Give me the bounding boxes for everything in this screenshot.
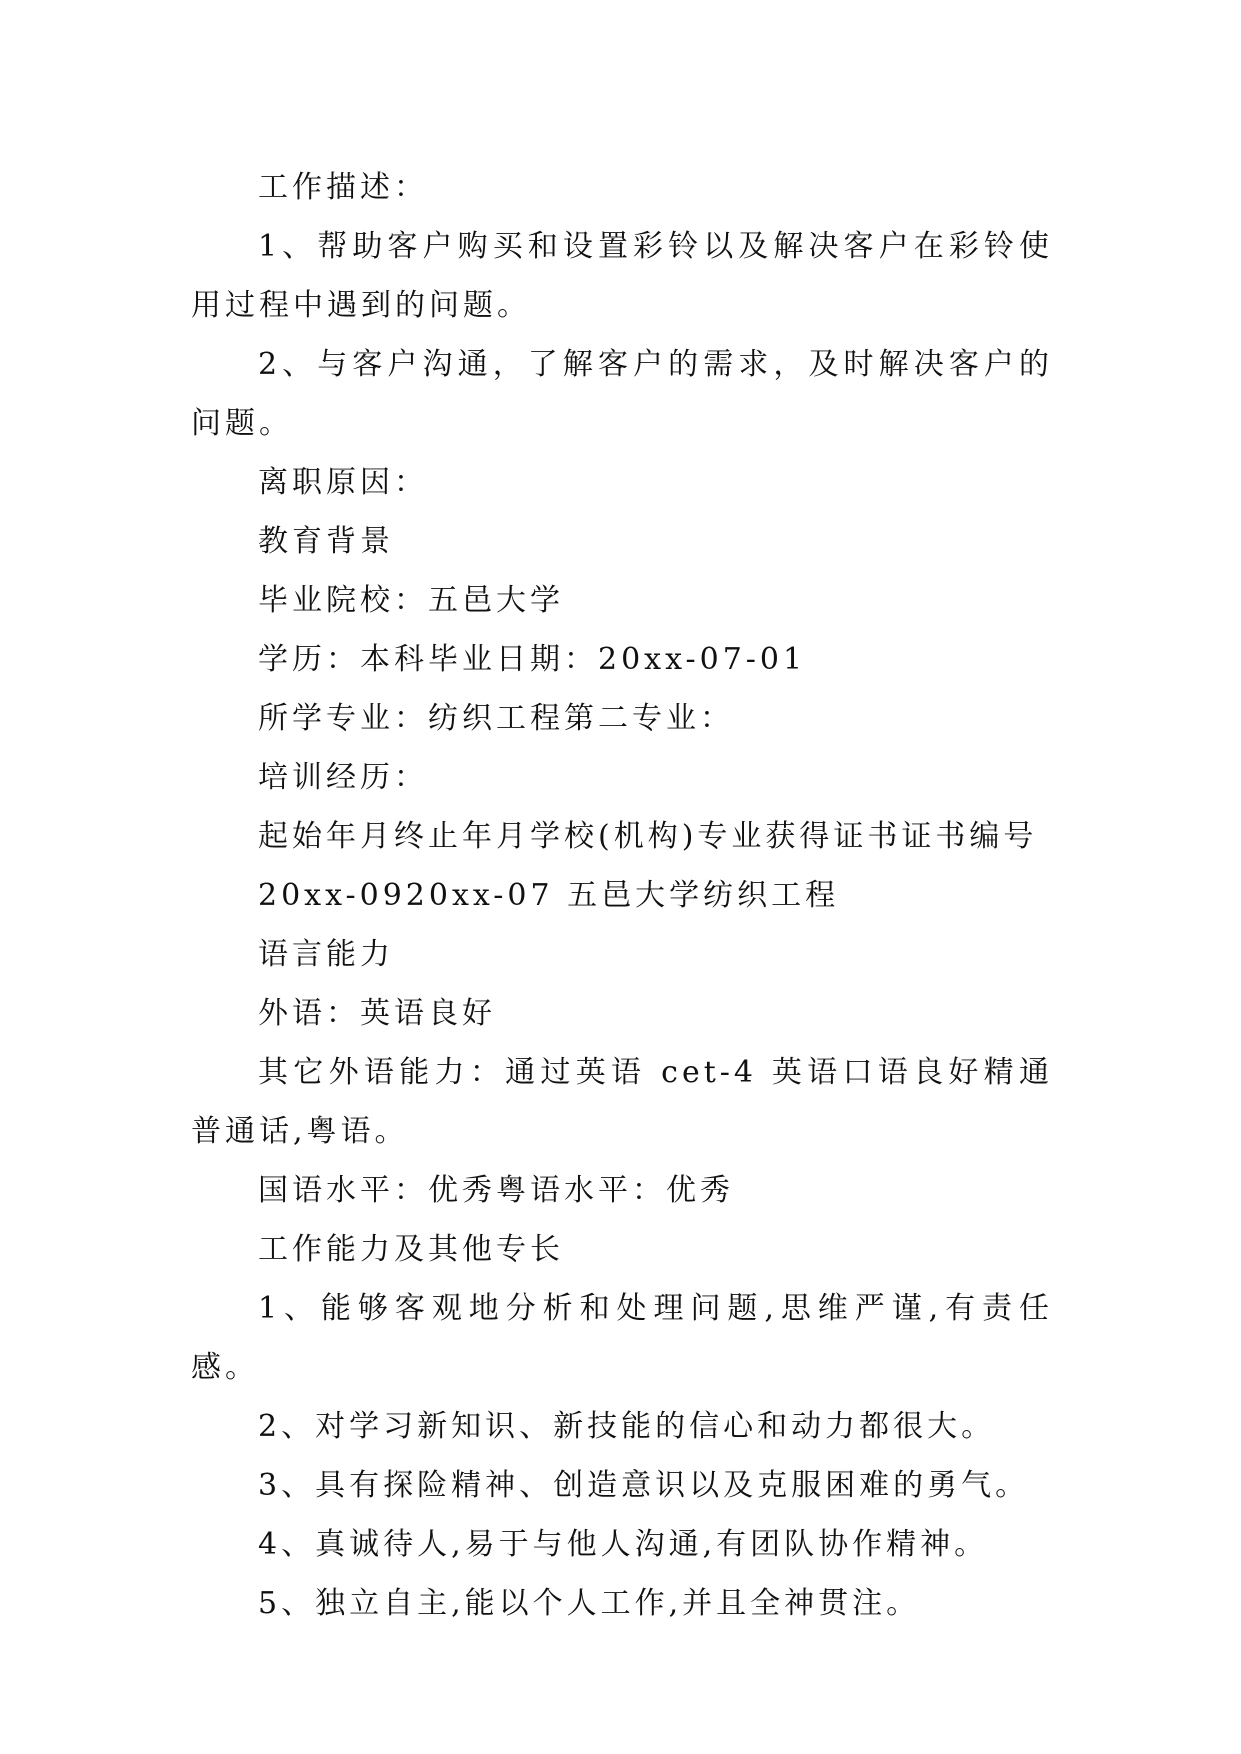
section-heading-language: 语言能力 <box>258 937 394 972</box>
section-label-job-description: 工作描述： <box>258 170 428 205</box>
skill-item-5: 5、独立自主,能以个人工作,并且全神贯注。 <box>258 1586 921 1621</box>
education-degree-date: 学历：本科毕业日期：20xx-07-01 <box>258 642 807 677</box>
section-heading-skills: 工作能力及其他专长 <box>258 1232 564 1267</box>
job-description-item-2: 2、与客户沟通，了解客户的需求，及时解决客户的问题。 <box>191 347 1053 441</box>
skill-item-1: 1、能够客观地分析和处理问题,思维严谨,有责任感。 <box>191 1291 1053 1385</box>
job-description-item-1: 1、帮助客户购买和设置彩铃以及解决客户在彩铃使用过程中遇到的问题。 <box>191 229 1053 323</box>
section-label-training: 培训经历： <box>258 760 428 795</box>
document-body <box>191 158 1053 1633</box>
language-other: 其它外语能力：通过英语 cet-4 英语口语良好精通普通话,粤语。 <box>191 1055 1053 1149</box>
section-label-leaving-reason: 离职原因： <box>258 465 428 500</box>
education-school: 毕业院校：五邑大学 <box>258 583 564 618</box>
section-heading-education: 教育背景 <box>258 524 394 559</box>
education-major: 所学专业：纺织工程第二专业： <box>258 701 734 736</box>
language-foreign: 外语：英语良好 <box>258 996 496 1031</box>
skill-item-4: 4、真诚待人,易于与他人沟通,有团队协作精神。 <box>258 1527 989 1562</box>
training-record: 20xx-0920xx-07 五邑大学纺织工程 <box>258 878 840 913</box>
skill-item-3: 3、具有探险精神、创造意识以及克服困难的勇气。 <box>258 1468 1030 1503</box>
training-table-header: 起始年月终止年月学校(机构)专业获得证书证书编号 <box>258 819 1038 854</box>
language-mandarin-cantonese: 国语水平：优秀粤语水平：优秀 <box>258 1173 734 1208</box>
skill-item-2: 2、对学习新知识、新技能的信心和动力都很大。 <box>258 1409 996 1444</box>
